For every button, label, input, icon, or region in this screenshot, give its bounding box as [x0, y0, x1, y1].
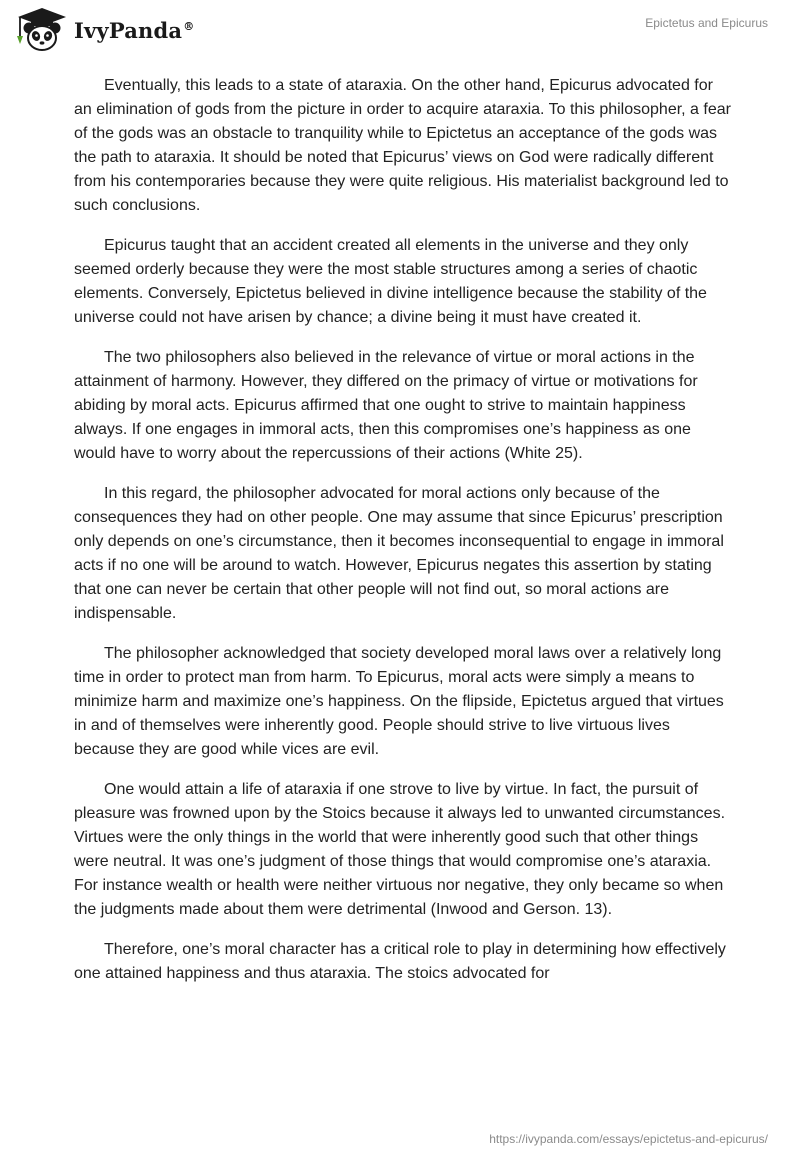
registered-mark: ®	[183, 19, 195, 33]
ivypanda-logo[interactable]	[14, 6, 194, 54]
logo-text: IvyPanda®	[74, 17, 195, 43]
paragraph: The philosopher acknowledged that society developed moral laws over a relatively long time in order to protect man from harm. To Epicurus, moral acts were simply a means to minimize harm and maximize one’s happiness. On the flipside, Epictetus argued that virtues in and of themselves were inherently good. People should strive to live virtuous lives because they are good while vices are evil.	[74, 645, 724, 758]
panda-graduation-cap-icon	[14, 6, 70, 54]
essay-body	[74, 74, 734, 1002]
page-header	[0, 0, 800, 60]
paragraph: The two philosophers also believed in the relevance of virtue or moral actions in the attainment of harmony. However, they differed on the primacy of virtue or motivations for abiding by moral acts. Epicurus affirmed that one ought to strive to maintain happiness always. If one engages in immoral acts, then this compromises one’s happiness as one would have to worry about the repercussions of their actions (White 25).	[74, 349, 698, 462]
paragraph: In this regard, the philosopher advocated for moral actions only because of the consequences they had on other people. One may assume that since Epicurus’ prescription only depends on one’s circumstance, then it becomes inconsequential to engage in immoral acts if no one will be around to watch. However, Epicurus negates this assertion by stating that one can never be certain that other people will not find out, so moral actions are indispensable.	[74, 485, 724, 622]
paragraph: One would attain a life of ataraxia if one strove to live by virtue. In fact, the pursuit of pleasure was frowned upon by the Stoics because it always led to unwanted circumstances. Virtues were the only things in the world that were inherently good such that other things were neutral. It was one’s judgment of those things that would compromise one’s ataraxia. For instance wealth or health were neither virtuous nor negative, they only became so when the judgments made about them were detrimental (Inwood and Gerson. 13).	[74, 781, 726, 918]
document-title: Epictetus and Epicurus	[645, 16, 768, 30]
paragraph: Eventually, this leads to a state of ataraxia. On the other hand, Epicurus advocated for an elimination of gods from the picture in order to acquire ataraxia. To this philosopher, a fear of the gods was an obstacle to tranquility while to Epictetus an acceptance of the gods was the path to ataraxia. It should be noted that Epicurus’ views on God were radically different from his contemporaries because they were quite religious. His materialist background led to such conclusions.	[74, 77, 731, 214]
paragraph: Therefore, one’s moral character has a critical role to play in determining how effectively one attained happiness and thus ataraxia. The stoics advocated for	[74, 941, 726, 982]
paragraph: Epicurus taught that an accident created all elements in the universe and they only seemed orderly because they were the most stable structures among a series of chaotic elements. Conversely, Epictetus believed in divine intelligence because the stability of the universe could not have arisen by chance; a divine being it must have created it.	[74, 237, 707, 326]
source-url[interactable]: https://ivypanda.com/essays/epictetus-and-epicurus/	[489, 1132, 768, 1146]
